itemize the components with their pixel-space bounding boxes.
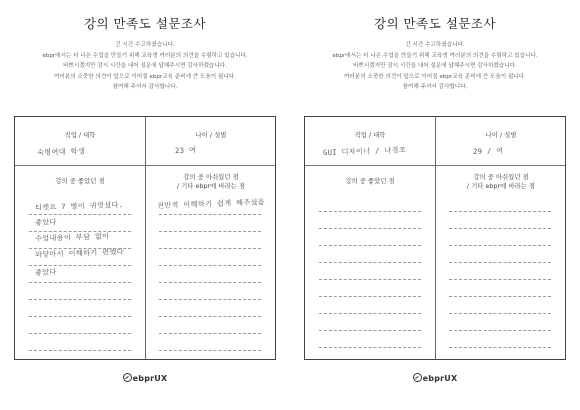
wish-points-header-line2: / 기타 ebpr에 바라는 점 — [176, 182, 246, 190]
intro-line: ebpr에서는 더 나은 수업을 만들기 위해 교육생 여러분의 의견을 수렴하고 있습니다. — [42, 52, 248, 59]
answer-line — [159, 316, 261, 317]
column-divider — [435, 117, 436, 359]
answer-line — [159, 214, 261, 215]
answer-line — [449, 347, 551, 348]
answer-line — [29, 333, 131, 334]
answer-line — [159, 333, 261, 334]
answer-line — [29, 350, 131, 351]
survey-sheet-right — [290, 0, 580, 410]
intro-line: ebpr에서는 더 나은 수업을 만들기 위해 교육생 여러분의 의견을 수렴하고 있습니다. — [332, 52, 538, 59]
good-answer-line[interactable]: 좋았다 — [34, 217, 57, 227]
answer-line — [319, 347, 421, 348]
answer-line — [319, 211, 421, 212]
wish-points-header-line1: 강의 중 아쉬웠던 점 — [183, 173, 239, 181]
answer-line — [319, 279, 421, 280]
job-answer[interactable]: GUI 디자이너 / 나경조 — [322, 145, 407, 157]
good-points-header: 강의 중 좋았던 점 — [55, 177, 105, 185]
logo-icon — [413, 373, 422, 382]
answer-line — [449, 330, 551, 331]
ebpr-logo: ebprUX — [0, 373, 290, 383]
answer-line — [29, 265, 131, 266]
intro-line: 바쁘시겠지만 잠시 시간을 내어 설문에 답해주시면 감사하겠습니다. — [63, 63, 227, 70]
row-divider — [15, 165, 275, 166]
row-divider — [305, 165, 565, 166]
answer-line — [29, 316, 131, 317]
intro-line: 여러분의 소중한 의견이 앞으로 이어질 ebpr교육 준비에 큰 도움이 됩니다. — [54, 73, 236, 80]
intro-line: 참여해 주셔서 감사합니다. — [402, 84, 468, 91]
answer-line — [319, 296, 421, 297]
good-points-header: 강의 중 좋았던 점 — [345, 177, 395, 185]
answer-line — [159, 350, 261, 351]
answer-line — [449, 313, 551, 314]
intro-text — [290, 40, 580, 93]
answer-line — [449, 296, 551, 297]
survey-title: 강의 만족도 설문조사 — [373, 16, 497, 31]
answer-line — [29, 231, 131, 232]
answer-line — [449, 245, 551, 246]
answer-line — [159, 265, 261, 266]
logo-icon — [123, 373, 132, 382]
answer-line — [159, 282, 261, 283]
answer-line — [159, 248, 261, 249]
answer-line — [159, 299, 261, 300]
age-answer[interactable]: 23 여 — [174, 145, 197, 155]
good-answer-line[interactable]: 좋았다 — [34, 267, 57, 277]
age-header: 나이 / 성별 — [195, 131, 227, 139]
survey-form — [14, 116, 276, 360]
answer-line — [319, 245, 421, 246]
answer-line — [29, 282, 131, 283]
answer-line — [319, 228, 421, 229]
answer-line — [29, 214, 131, 215]
good-answer-line[interactable]: 와닿아서 이해하기 편했다 — [34, 246, 125, 259]
job-header: 직업 / 대학 — [64, 131, 96, 139]
answer-line — [319, 262, 421, 263]
survey-title: 강의 만족도 설문조사 — [83, 16, 207, 31]
job-header: 직업 / 대학 — [354, 131, 386, 139]
intro-line: 긴 시간 수고하셨습니다. — [405, 42, 465, 48]
answer-line — [29, 299, 131, 300]
intro-line: 여러분의 소중한 의견이 앞으로 이어질 ebpr교육 준비에 큰 도움이 됩니다. — [344, 73, 526, 80]
job-answer[interactable]: 숙명여대 학생 — [36, 146, 86, 157]
age-header: 나이 / 성별 — [485, 131, 517, 139]
answer-line — [449, 228, 551, 229]
wish-points-header-line1: 강의 중 아쉬웠던 점 — [473, 173, 529, 181]
survey-form — [304, 116, 566, 360]
answer-line — [449, 279, 551, 280]
answer-line — [319, 330, 421, 331]
answer-line — [319, 313, 421, 314]
intro-line: 참여해 주셔서 감사합니다. — [112, 84, 178, 91]
answer-line — [29, 248, 131, 249]
age-answer[interactable]: 29 / 여 — [472, 145, 504, 156]
answer-line — [449, 211, 551, 212]
intro-text — [0, 40, 290, 93]
ebpr-logo: ebprUX — [290, 373, 580, 383]
intro-line: 긴 시간 수고하셨습니다. — [115, 42, 175, 48]
good-answer-line[interactable]: 티켓프 7 별이 귀멋셨다. — [34, 199, 124, 212]
wish-answer-line[interactable]: 전반적 이해하기 쉽게 해주셨음 — [156, 197, 266, 210]
wish-points-header-line2: / 기타 ebpr에 바라는 점 — [466, 182, 536, 190]
column-divider — [145, 117, 146, 359]
good-answer-line[interactable]: 수업내용이 부담 없이 — [34, 231, 110, 243]
intro-line: 바쁘시겠지만 잠시 시간을 내어 설문에 답해주시면 감사하겠습니다. — [353, 63, 517, 70]
answer-line — [159, 231, 261, 232]
answer-line — [449, 262, 551, 263]
